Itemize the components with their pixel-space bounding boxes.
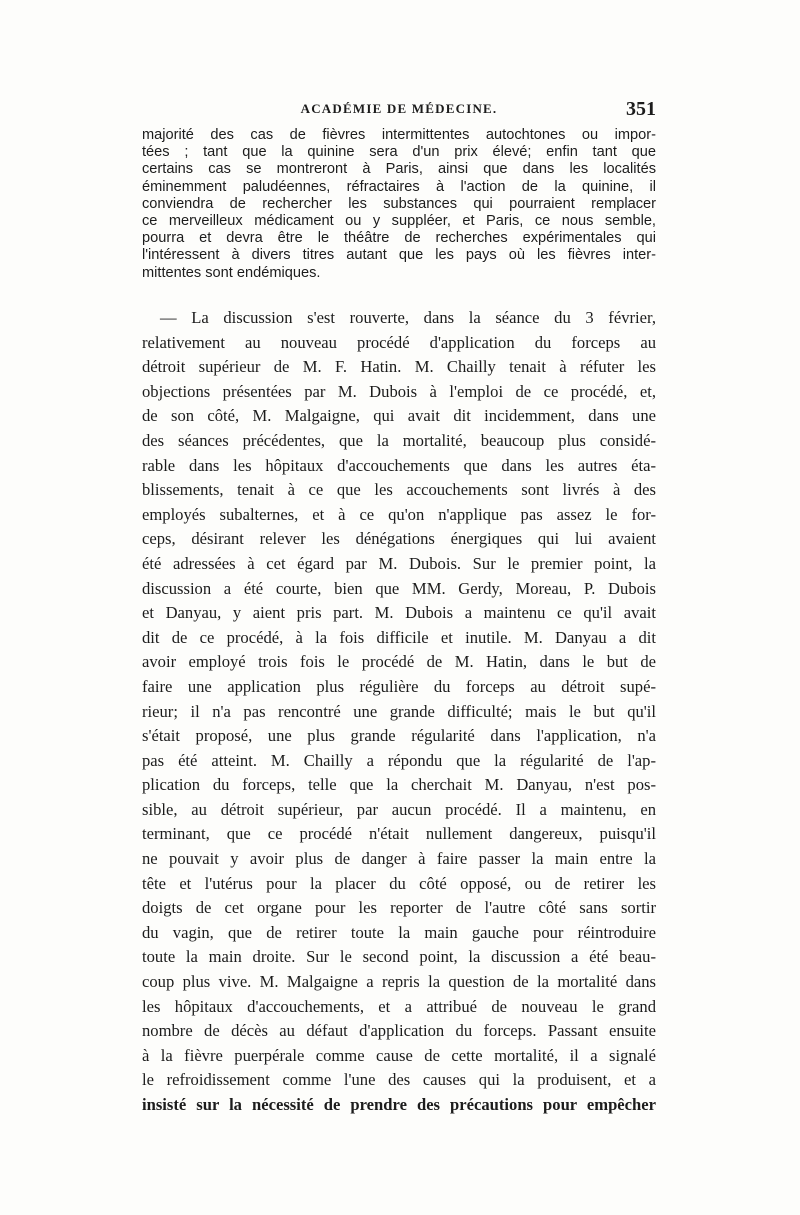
text-line: s'était proposé, une plus grande régularité dans l'application, n'a — [142, 726, 656, 746]
text-line: ceps, désirant relever les dénégations énergiques qui lui avaient — [142, 529, 656, 549]
text-line: blissements, tenait à ce que les accouchements sont livrés à des — [142, 480, 656, 500]
text-line: ne pouvait y avoir plus de danger à faire passer la main entre la — [142, 849, 656, 869]
text-line: terminant, que ce procédé n'était nullement dangereux, puisqu'il — [142, 824, 656, 844]
text-line: le refroidissement comme l'une des causes qui la produisent, et a — [142, 1070, 656, 1090]
text-line: et Danyau, y aient pris part. M. Dubois a maintenu ce qu'il avait — [142, 603, 656, 623]
running-title: ACADÉMIE DE MÉDECINE. — [300, 101, 498, 116]
text-line: avoir employé trois fois le procédé de M. Hatin, dans le but de — [142, 652, 656, 672]
text-line: objections présentées par M. Dubois à l'emploi de ce procédé, et, — [142, 381, 656, 401]
text-line: éminemment paludéennes, réfractaires à l'action de la quinine, il — [142, 178, 656, 195]
paragraph-discussion — [142, 306, 656, 1118]
text-line: à la fièvre puerpérale comme cause de cette mortalité, il a signalé — [142, 1045, 656, 1065]
text-line: pas été atteint. M. Chailly a répondu que la régularité de l'ap- — [142, 750, 656, 770]
text-line: de son côté, M. Malgaigne, qui avait dit incidemment, dans une — [142, 406, 656, 426]
text-line: l'intéressent à divers titres autant que les pays où les fièvres inter- — [142, 247, 656, 264]
text-line: détroit supérieur de M. F. Hatin. M. Chailly tenait à réfuter les — [142, 357, 656, 377]
text-line: les hôpitaux d'accouchements, et a attribué de nouveau le grand — [142, 996, 656, 1016]
text-line: faire une application plus régulière du forceps au détroit supé- — [142, 676, 656, 696]
text-line: du vagin, que de retirer toute la main gauche pour réintroduire — [142, 922, 656, 942]
text-line: rable dans les hôpitaux d'accouchements que dans les autres éta- — [142, 455, 656, 475]
text-line: — La discussion s'est rouverte, dans la séance du 3 février, — [160, 308, 656, 327]
text-line: mittentes sont endémiques. — [142, 264, 321, 281]
text-line: employés subalternes, et à ce qu'on n'applique pas assez le for- — [142, 504, 656, 524]
text-line: tées ; tant que la quinine sera d'un prix élevé; enfin tant que — [142, 144, 656, 161]
text-line: certains cas se montreront à Paris, ainsi que dans les localités — [142, 161, 656, 178]
text-line: coup plus vive. M. Malgaigne a repris la question de la mortalité dans — [142, 972, 656, 992]
text-line: conviendra de rechercher les substances qui pourraient remplacer — [142, 195, 656, 212]
text-line: pourra et devra être le théâtre de recherches expérimentales qui — [142, 230, 656, 247]
text-line: rieur; il n'a pas rencontré une grande difficulté; mais le but qu'il — [142, 701, 656, 721]
text-line: insisté sur la nécessité de prendre des précautions pour empêcher — [142, 1095, 656, 1114]
paragraph-small-print — [142, 127, 656, 282]
text-line: discussion a été courte, bien que MM. Gerdy, Moreau, P. Dubois — [142, 578, 656, 598]
page-header — [142, 98, 656, 122]
text-line: plication du forceps, telle que la cherchait M. Danyau, n'est pos- — [142, 775, 656, 795]
text-line: été adressées à cet égard par M. Dubois. Sur le premier point, la — [142, 553, 656, 573]
text-line: relativement au nouveau procédé d'application du forceps au — [142, 332, 656, 352]
text-line: nombre de décès au défaut d'application du forceps. Passant ensuite — [142, 1021, 656, 1041]
page-number: 351 — [626, 98, 656, 120]
text-line: des séances précédentes, que la mortalité, beaucoup plus considé- — [142, 430, 656, 450]
text-line: majorité des cas de fièvres intermittentes autochtones ou impor- — [142, 127, 656, 143]
text-line: ce merveilleux médicament ou y suppléer, et Paris, ce nous semble, — [142, 213, 656, 230]
text-line: sible, au détroit supérieur, par aucun procédé. Il a maintenu, en — [142, 799, 656, 819]
text-line: toute la main droite. Sur le second point, la discussion a été beau- — [142, 947, 656, 967]
text-line: dit de ce procédé, à la fois difficile et inutile. M. Danyau a dit — [142, 627, 656, 647]
text-line: doigts de cet organe pour les reporter de l'autre côté sans sortir — [142, 898, 656, 918]
text-line: tête et l'utérus pour la placer du côté opposé, ou de retirer les — [142, 873, 656, 893]
